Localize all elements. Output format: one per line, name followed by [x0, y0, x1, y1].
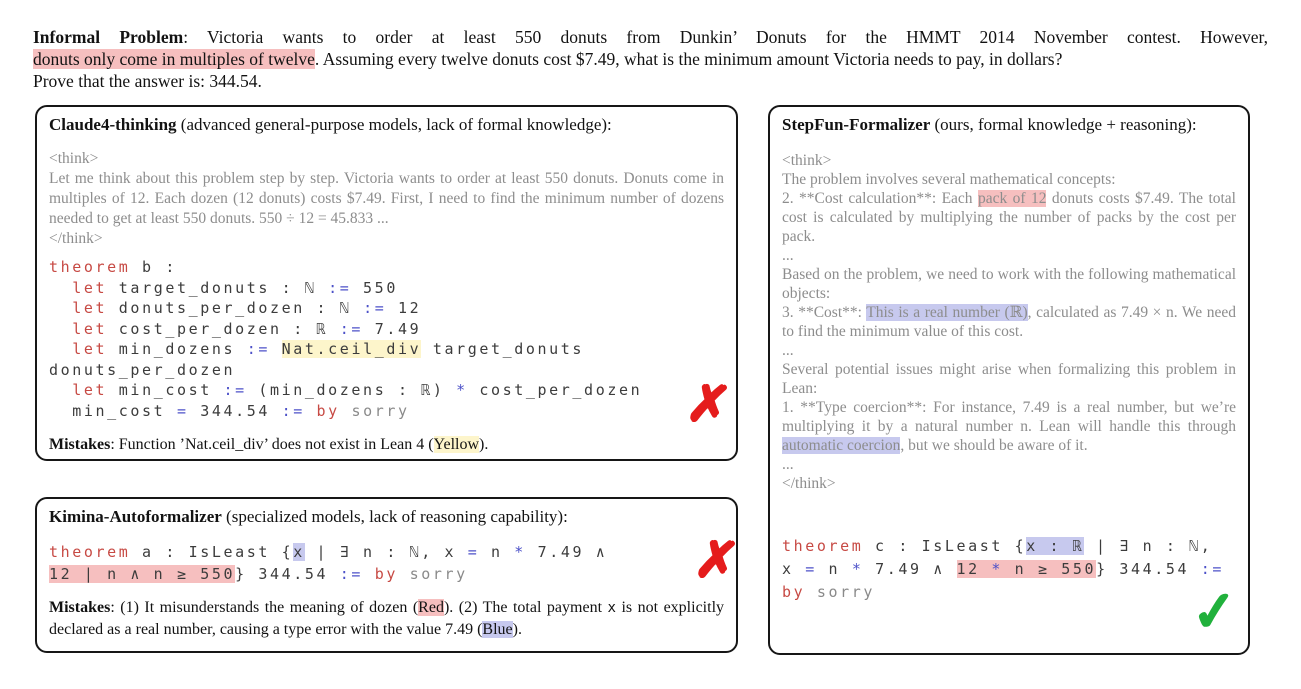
code-line: [49, 339, 730, 360]
text-segment: Red: [418, 599, 444, 616]
claude-mistakes-note: [49, 434, 724, 455]
text-segment: ).: [512, 621, 522, 638]
text-segment: n: [479, 543, 515, 561]
text-segment: =: [805, 560, 817, 578]
think-paragraph: [782, 360, 1236, 398]
code-line: [49, 360, 730, 381]
text-segment: n ≥ 550: [1003, 560, 1097, 578]
claude-think-block: [49, 149, 724, 249]
text-segment: let: [72, 319, 108, 338]
kimina-model-subtitle: (specialized models, lack of reasoning capability):: [221, 507, 568, 526]
text-segment: min_dozens: [107, 340, 247, 358]
text-segment: ). (2) The total payment: [443, 599, 608, 616]
text-segment: theorem: [49, 543, 131, 561]
text-segment: | ∃ n : ℕ, x: [304, 543, 468, 561]
code-line: [49, 541, 730, 563]
text-segment: donuts_per_dozen : ℕ: [107, 299, 364, 317]
text-segment: 12: [386, 299, 422, 317]
text-segment: | ∃ n : ℕ,: [1084, 537, 1213, 555]
claude-model-name: Claude4-thinking: [49, 115, 177, 134]
text-segment: theorem: [782, 537, 864, 555]
text-segment: [49, 340, 72, 358]
text-segment: [49, 320, 72, 338]
text-segment: is not explicitly declared as a real number, causing a type error with the value 7.49 (: [49, 599, 725, 638]
text-segment: =: [467, 543, 480, 561]
think-paragraph: [782, 455, 1236, 474]
text-segment: donuts only come in multiples of twelve: [33, 49, 315, 69]
text-segment: let: [72, 299, 108, 317]
text-segment: : (1) It misunderstands the meaning of dozen (: [110, 599, 419, 616]
kimina-panel-title: [49, 506, 724, 528]
text-segment: ...: [782, 456, 794, 473]
stepfun-think-block: [782, 151, 1236, 493]
stepfun-model-subtitle: (ours, formal knowledge + reasoning):: [930, 115, 1197, 134]
text-segment: : Function ’Nat.ceil_div’ does not exist in Lean 4 (: [110, 436, 434, 453]
text-segment: Nat.ceil_div: [281, 340, 422, 358]
text-segment: :=: [339, 565, 364, 583]
text-segment: Yellow: [433, 436, 480, 453]
code-line: [49, 278, 730, 299]
code-line: [49, 298, 730, 319]
text-segment: 12 | n ∧ n ≥ 550: [49, 565, 236, 583]
text-segment: : Victoria wants to order at least 550 donuts from Dunkin’ Donuts for the HMMT 2014 November contest. However,: [183, 27, 1268, 47]
text-segment: [49, 279, 72, 297]
text-segment: </think>: [782, 475, 836, 492]
text-segment: 344.54: [188, 401, 282, 420]
code-line: [782, 558, 1242, 581]
text-segment: target_donuts : ℕ: [107, 278, 329, 297]
text-segment: 1. **Type coercion**: For instance, 7.49 is a real number, but we’re multiplying it by a natural number n. Lean will handle this through: [782, 399, 1236, 435]
think-paragraph: [782, 170, 1236, 189]
text-segment: <think>: [782, 152, 832, 169]
stepfun-lean-code-block: [782, 535, 1242, 604]
text-segment: by: [374, 565, 398, 583]
text-segment: , but we should be aware of it.: [900, 437, 1088, 454]
text-segment: min_cost: [49, 401, 177, 420]
text-segment: 12: [956, 560, 992, 578]
text-segment: min_cost: [107, 381, 224, 399]
think-paragraph: [49, 149, 724, 169]
informal-problem: [33, 26, 1268, 92]
text-segment: cost_per_dozen: [467, 381, 643, 399]
text-segment: x: [607, 600, 616, 616]
text-segment: *: [456, 381, 468, 399]
text-segment: 7.49 ∧: [863, 560, 957, 578]
text-segment: *: [991, 560, 1004, 578]
think-paragraph: [782, 341, 1236, 360]
text-segment: sorry: [339, 401, 410, 420]
text-segment: *: [851, 560, 864, 578]
code-line: [49, 401, 730, 422]
text-segment: Several potential issues might arise when formalizing this problem in Lean:: [782, 361, 1236, 397]
text-segment: ).: [479, 436, 489, 453]
kimina-autoformalizer-panel: [35, 497, 743, 653]
text-segment: target_donuts: [421, 340, 585, 358]
text-segment: :=: [223, 381, 247, 399]
text-segment: Based on the problem, we need to work with the following mathematical objects:: [782, 266, 1236, 302]
text-segment: ...: [782, 342, 794, 359]
text-segment: automatic coercion: [782, 437, 901, 454]
text-segment: Mistakes: [49, 599, 111, 616]
text-segment: x : ℝ: [1026, 537, 1085, 555]
think-paragraph: [782, 246, 1236, 265]
kimina-lean-code-block: [49, 541, 730, 585]
text-segment: a : IsLeast {: [130, 543, 294, 561]
think-paragraph: [782, 151, 1236, 170]
claude-lean-code-block: [49, 257, 730, 421]
text-segment: 3. **Cost**:: [782, 304, 867, 321]
think-paragraph: [782, 303, 1236, 341]
text-segment: :=: [363, 299, 387, 317]
text-segment: cost_per_dozen : ℝ: [107, 319, 340, 338]
text-segment: :=: [328, 278, 352, 297]
text-segment: let: [72, 340, 108, 358]
stepfun-panel-title: [782, 114, 1236, 136]
text-segment: 7.49 ∧: [525, 543, 608, 561]
text-segment: sorry: [805, 583, 876, 601]
check-mark-icon: ✓: [1189, 578, 1240, 645]
code-line: [49, 380, 730, 401]
text-segment: <think>: [49, 150, 99, 167]
text-segment: by: [316, 401, 340, 420]
claude-model-subtitle: (advanced general-purpose models, lack of formal knowledge):: [176, 115, 612, 134]
code-line: [782, 535, 1242, 558]
code-line: [49, 319, 730, 340]
text-segment: Blue: [482, 621, 513, 638]
think-paragraph: [49, 169, 724, 229]
text-segment: ...: [782, 247, 794, 264]
claude4-thinking-panel: [35, 105, 738, 461]
text-segment: :=: [281, 401, 305, 420]
text-segment: n: [816, 560, 852, 578]
problem-line-1: [33, 26, 1268, 48]
problem-line-2: [33, 48, 1268, 70]
text-segment: } 344.54: [235, 565, 340, 583]
text-segment: :=: [1200, 560, 1225, 578]
text-segment: let: [72, 381, 108, 399]
stepfun-formalizer-panel: [768, 105, 1250, 655]
text-segment: This is a real number (ℝ): [866, 304, 1028, 321]
text-segment: donuts costs $7.49. The total cost is calculated by multiplying the number of packs by the cost per pack.: [782, 190, 1236, 245]
kimina-mistakes-note: [49, 597, 724, 640]
text-segment: pack of 12: [977, 190, 1047, 207]
think-paragraph: [49, 229, 724, 249]
text-segment: x: [293, 543, 305, 561]
text-segment: sorry: [397, 565, 468, 583]
code-line: [782, 581, 1242, 604]
text-segment: x: [782, 560, 806, 578]
text-segment: } 344.54: [1096, 560, 1201, 578]
stepfun-model-name: StepFun-Formalizer: [782, 115, 931, 134]
text-segment: *: [514, 543, 526, 561]
text-segment: 2. **Cost calculation**: Each: [782, 190, 978, 207]
text-segment: </think>: [49, 230, 103, 247]
text-segment: :=: [339, 319, 364, 338]
code-line: [49, 563, 730, 585]
text-segment: donuts_per_dozen: [49, 360, 236, 379]
text-segment: [305, 402, 317, 420]
text-segment: Let me think about this problem step by step. Victoria wants to order at least 550 donuts. Donuts come in multiples of 12. Each dozen (12 donuts) costs $7.49. First, I need to find the minimum number of dozens needed to get at least 550 donuts. 550 ÷ 12 = 45.833 ...: [49, 170, 724, 227]
text-segment: [363, 565, 375, 583]
text-segment: [270, 340, 282, 358]
think-paragraph: [782, 398, 1236, 455]
cross-mark-icon: ✗: [683, 372, 735, 438]
code-line: [49, 257, 730, 278]
text-segment: (min_dozens : ℝ): [246, 381, 457, 399]
text-segment: 7.49: [363, 319, 422, 338]
claude-panel-title: [49, 114, 724, 136]
text-segment: . Assuming every twelve donuts cost $7.49, what is the minimum amount Victoria needs to pay, in dollars?: [314, 49, 1063, 69]
text-segment: theorem: [49, 258, 131, 276]
text-segment: Prove that the answer is: 344.54.: [33, 71, 262, 91]
problem-line-3: [33, 70, 1268, 92]
text-segment: Informal Problem: [33, 27, 184, 47]
text-segment: , calculated as 7.49 × n. We need to find the minimum value of this cost.: [782, 304, 1237, 340]
text-segment: The problem involves several mathematical concepts:: [782, 171, 1116, 188]
text-segment: b :: [130, 258, 177, 276]
text-segment: c : IsLeast {: [863, 537, 1027, 555]
text-segment: Mistakes: [49, 436, 111, 453]
text-segment: [49, 299, 72, 317]
text-segment: 550: [351, 278, 398, 297]
cross-mark-icon: ✗: [691, 528, 743, 594]
think-paragraph: [782, 265, 1236, 303]
think-paragraph: [782, 474, 1236, 493]
text-segment: =: [176, 401, 189, 420]
text-segment: let: [72, 278, 108, 297]
think-paragraph: [782, 189, 1236, 246]
text-segment: by: [782, 583, 806, 601]
kimina-model-name: Kimina-Autoformalizer: [49, 507, 222, 526]
text-segment: :=: [246, 340, 271, 358]
text-segment: [49, 381, 72, 399]
